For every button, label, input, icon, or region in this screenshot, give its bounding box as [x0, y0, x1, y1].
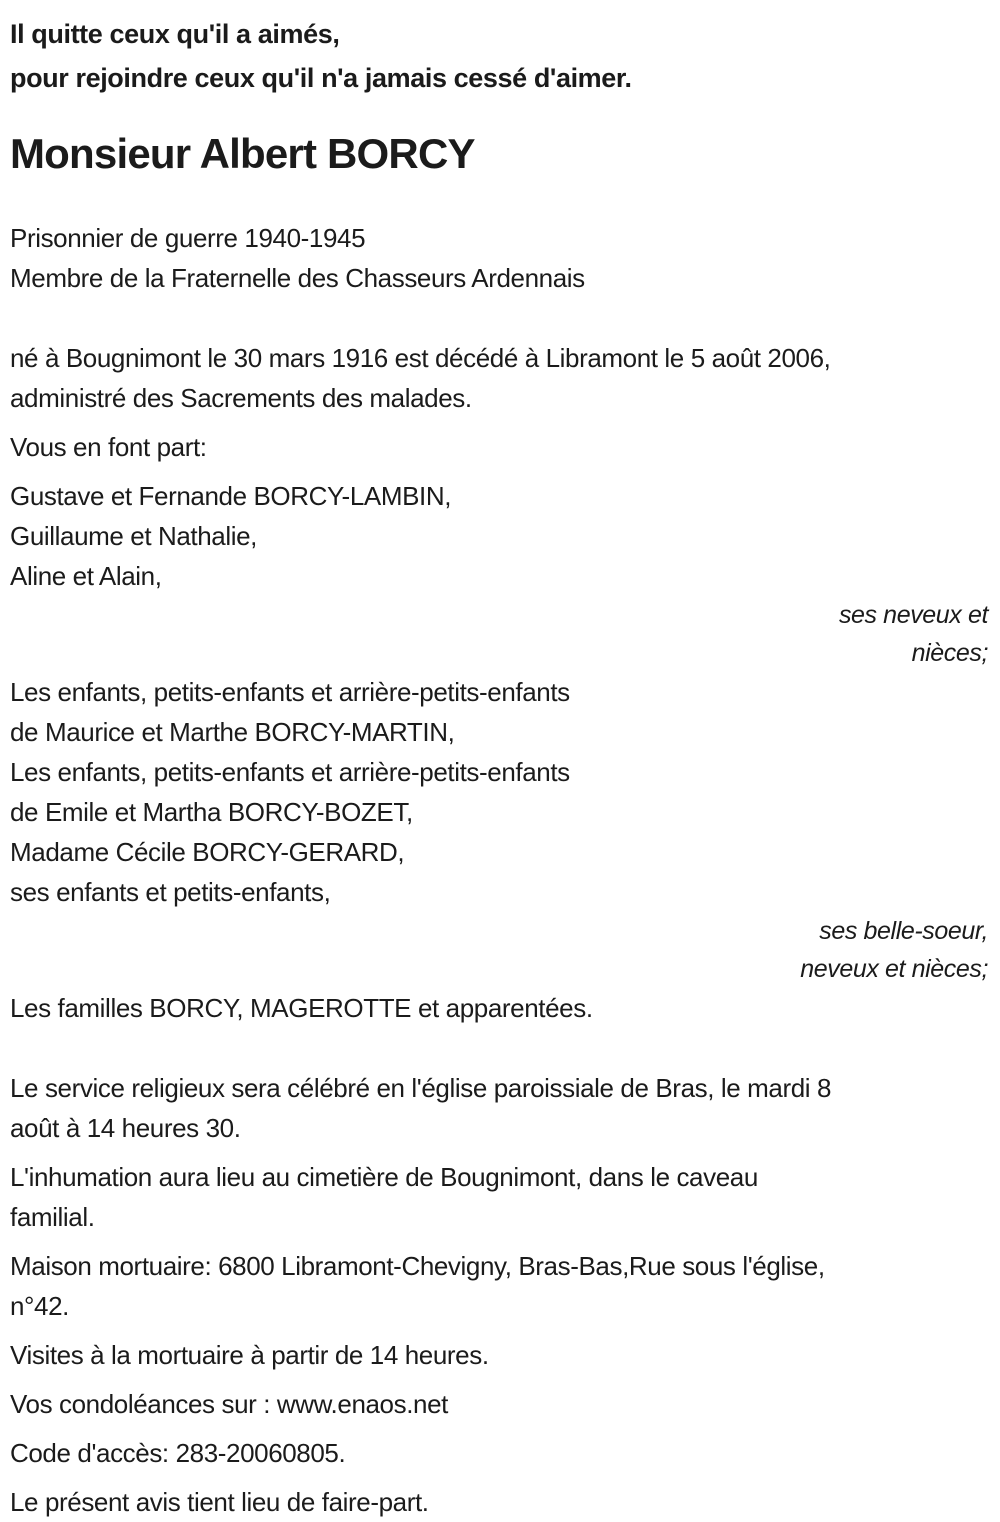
- family-member-line: de Emile et Martha BORCY-BOZET,: [10, 797, 413, 827]
- relation-line: neveux et nièces;: [800, 955, 988, 983]
- families-statement: Les familles BORCY, MAGEROTTE et apparentées.: [10, 993, 593, 1023]
- inhumation-line-2: familial.: [10, 1202, 95, 1232]
- family-member-line: Gustave et Fernande BORCY-LAMBIN,: [10, 481, 452, 511]
- relation-line: ses neveux et: [838, 601, 988, 629]
- inhumation-statement: [10, 1157, 988, 1237]
- closing-statement: Le présent avis tient lieu de faire-part.: [10, 1487, 429, 1517]
- access-code: Code d'accès: 283-20060805.: [10, 1438, 346, 1468]
- family-member-line: Madame Cécile BORCY-GERARD,: [10, 837, 405, 867]
- service-line-2: août à 14 heures 30.: [10, 1113, 241, 1143]
- mortuary-statement: [10, 1246, 988, 1326]
- birth-death-line-2: administré des Sacrements des malades.: [10, 383, 472, 413]
- epigraph-line-1: Il quitte ceux qu'il a aimés,: [10, 19, 340, 49]
- distinction-line-2: Membre de la Fraternelle des Chasseurs Ardennais: [10, 263, 585, 293]
- condolences-statement: Vos condoléances sur : www.enaos.net: [10, 1389, 448, 1419]
- distinction-line-1: Prisonnier de guerre 1940-1945: [10, 223, 366, 253]
- mortuary-line-2: n°42.: [10, 1291, 70, 1321]
- epigraph-line-2: pour rejoindre ceux qu'il n'a jamais cessé d'aimer.: [10, 63, 632, 93]
- deceased-name: Monsieur Albert BORCY: [10, 130, 475, 177]
- family-member-line: Les enfants, petits-enfants et arrière-petits-enfants: [10, 757, 570, 787]
- birth-death-statement: [10, 338, 988, 418]
- family-group-1: [10, 476, 988, 596]
- mortuary-line-1: Maison mortuaire: 6800 Libramont-Chevigny, Bras-Bas,Rue sous l'église,: [10, 1251, 825, 1281]
- epigraph: [10, 12, 988, 100]
- relation-line: ses belle-soeur,: [819, 917, 988, 945]
- family-member-line: Aline et Alain,: [10, 561, 162, 591]
- family-member-line: Les enfants, petits-enfants et arrière-petits-enfants: [10, 677, 570, 707]
- inhumation-line-1: L'inhumation aura lieu au cimetière de Bougnimont, dans le caveau: [10, 1162, 758, 1192]
- family-member-line: ses enfants et petits-enfants,: [10, 877, 331, 907]
- family-member-line: de Maurice et Marthe BORCY-MARTIN,: [10, 717, 455, 747]
- distinctions: [10, 218, 988, 298]
- relation-group-2: [10, 912, 988, 988]
- announcement-intro: Vous en font part:: [10, 432, 207, 462]
- family-member-line: Guillaume et Nathalie,: [10, 521, 257, 551]
- service-line-1: Le service religieux sera célébré en l'église paroissiale de Bras, le mardi 8: [10, 1073, 832, 1103]
- relation-line: nièces;: [911, 639, 988, 667]
- family-group-2: [10, 672, 988, 912]
- visits-statement: Visites à la mortuaire à partir de 14 heures.: [10, 1340, 489, 1370]
- birth-death-line-1: né à Bougnimont le 30 mars 1916 est décédé à Libramont le 5 août 2006,: [10, 343, 831, 373]
- relation-group-1: [10, 596, 988, 672]
- service-statement: [10, 1068, 988, 1148]
